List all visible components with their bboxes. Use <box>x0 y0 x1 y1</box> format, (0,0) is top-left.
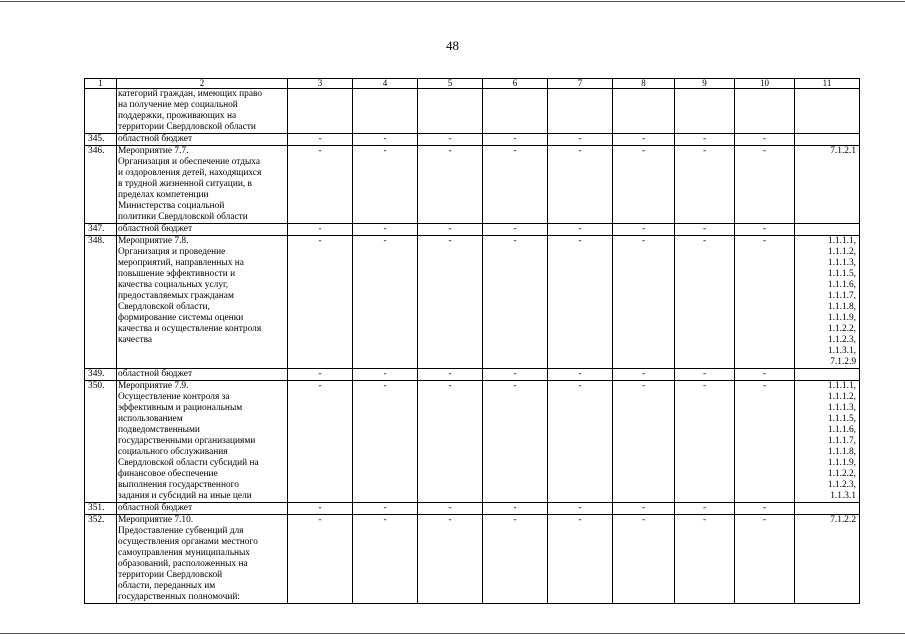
column-header: 4 <box>353 79 418 89</box>
value-cell <box>613 89 675 134</box>
value-cell: - <box>288 134 353 146</box>
row-description <box>117 224 288 236</box>
value-cell: - <box>613 369 675 381</box>
row-description <box>117 89 288 134</box>
target-code: 1.1.1.8, <box>827 447 856 457</box>
target-codes-cell <box>795 381 860 503</box>
value-cell: - <box>735 224 795 236</box>
value-cell: - <box>483 515 548 604</box>
value-cell: - <box>288 369 353 381</box>
description-line: областной бюджет <box>118 503 193 513</box>
value-cell: - <box>613 134 675 146</box>
value-cell: - <box>548 503 613 515</box>
value-cell: - <box>548 381 613 503</box>
target-code: 1.1.1.8, <box>827 302 856 312</box>
value-cell <box>548 89 613 134</box>
table-row <box>85 503 860 515</box>
target-code: 1.1.3.1, <box>827 346 856 356</box>
row-number: 352. <box>85 515 117 604</box>
description-line: самоуправления муниципальных <box>118 548 250 558</box>
value-cell: - <box>288 236 353 369</box>
value-cell: - <box>613 381 675 503</box>
target-code: 1.1.1.6, <box>827 280 856 290</box>
description-line: выполнения государственного <box>118 480 239 490</box>
target-codes-cell <box>795 89 860 134</box>
value-cell <box>418 89 483 134</box>
description-line: государственных полномочий: <box>118 592 240 602</box>
target-codes-cell <box>795 134 860 146</box>
description-line: Осуществление контроля за <box>118 392 230 402</box>
description-line: Мероприятие 7.8. <box>118 236 189 246</box>
target-code: 1.1.1.5, <box>827 414 856 424</box>
column-header: 2 <box>117 79 288 89</box>
column-header: 3 <box>288 79 353 89</box>
column-header: 10 <box>735 79 795 89</box>
column-header: 8 <box>613 79 675 89</box>
description-line: осуществления органами местного <box>118 537 258 547</box>
target-code: 1.1.2.3, <box>827 335 856 345</box>
description-line: задания и субсидий на иные цели <box>118 491 252 501</box>
column-number-row <box>85 79 860 89</box>
value-cell: - <box>418 503 483 515</box>
target-code: 1.1.1.5, <box>827 269 856 279</box>
value-cell: - <box>483 146 548 224</box>
table-row <box>85 146 860 224</box>
value-cell <box>483 89 548 134</box>
description-line: области, переданных им <box>118 581 216 591</box>
column-header: 7 <box>548 79 613 89</box>
value-cell: - <box>613 224 675 236</box>
row-description <box>117 134 288 146</box>
description-line: мероприятий, направленных на <box>118 258 244 268</box>
table-row <box>85 515 860 604</box>
row-number: 351. <box>85 503 117 515</box>
description-line: Мероприятие 7.9. <box>118 381 189 391</box>
target-codes-cell <box>795 146 860 224</box>
description-line: эффективным и рациональным <box>118 403 243 413</box>
value-cell: - <box>353 146 418 224</box>
value-cell: - <box>613 146 675 224</box>
target-code: 1.1.1.1, <box>827 381 856 391</box>
column-header: 1 <box>85 79 117 89</box>
page-number: 48 <box>446 38 459 53</box>
value-cell: - <box>548 146 613 224</box>
value-cell: - <box>483 236 548 369</box>
value-cell: - <box>418 515 483 604</box>
target-code: 1.1.1.1, <box>827 236 856 246</box>
description-line: территории Свердловской области <box>118 122 256 132</box>
value-cell: - <box>675 381 735 503</box>
value-cell: - <box>548 369 613 381</box>
value-cell: - <box>288 224 353 236</box>
value-cell: - <box>548 134 613 146</box>
value-cell: - <box>548 236 613 369</box>
description-line: политики Свердловской области <box>118 212 248 222</box>
value-cell: - <box>288 515 353 604</box>
target-codes-cell <box>795 236 860 369</box>
description-line: социального обслуживания <box>118 447 228 457</box>
description-line: качества и осуществление контроля <box>118 324 262 334</box>
value-cell: - <box>675 515 735 604</box>
value-cell: - <box>675 369 735 381</box>
value-cell: - <box>418 381 483 503</box>
column-header: 11 <box>795 79 860 89</box>
row-description <box>117 515 288 604</box>
value-cell <box>675 89 735 134</box>
value-cell: - <box>353 503 418 515</box>
value-cell: - <box>735 134 795 146</box>
value-cell: - <box>353 224 418 236</box>
target-codes-cell <box>795 369 860 381</box>
description-line: областной бюджет <box>118 369 193 379</box>
value-cell: - <box>353 381 418 503</box>
description-line: поддержки, проживающих на <box>118 111 237 121</box>
column-header: 9 <box>675 79 735 89</box>
row-description <box>117 369 288 381</box>
value-cell: - <box>418 134 483 146</box>
description-line: категорий граждан, имеющих право <box>118 89 263 99</box>
value-cell: - <box>675 134 735 146</box>
value-cell: - <box>548 515 613 604</box>
value-cell: - <box>418 369 483 381</box>
description-line: Предоставление субвенций для <box>118 526 244 536</box>
value-cell: - <box>418 236 483 369</box>
value-cell: - <box>675 146 735 224</box>
description-line: формирование системы оценки <box>118 313 244 323</box>
value-cell: - <box>735 369 795 381</box>
bottom-edge-line <box>0 633 905 634</box>
value-cell <box>353 89 418 134</box>
description-line: территории Свердловской <box>118 570 223 580</box>
value-cell: - <box>548 224 613 236</box>
value-cell: - <box>613 236 675 369</box>
target-code: 1.1.1.7, <box>827 436 856 446</box>
description-line: Организация и проведение <box>118 247 226 257</box>
description-line: областной бюджет <box>118 224 193 234</box>
target-codes-cell <box>795 503 860 515</box>
table-row <box>85 224 860 236</box>
value-cell: - <box>353 515 418 604</box>
value-cell: - <box>735 146 795 224</box>
row-number: 346. <box>85 146 117 224</box>
row-number: 349. <box>85 369 117 381</box>
value-cell <box>735 89 795 134</box>
description-line: Свердловской области субсидий на <box>118 458 259 468</box>
value-cell: - <box>288 381 353 503</box>
description-line: образований, расположенных на <box>118 559 248 569</box>
target-code: 1.1.1.7, <box>827 291 856 301</box>
target-code: 7.1.2.1 <box>830 146 856 156</box>
value-cell: - <box>483 224 548 236</box>
column-header: 6 <box>483 79 548 89</box>
row-number <box>85 89 117 134</box>
row-description <box>117 381 288 503</box>
value-cell: - <box>483 134 548 146</box>
target-code: 7.1.2.2 <box>830 515 856 525</box>
target-code: 1.1.1.9, <box>827 313 856 323</box>
description-line: пределах компетенции <box>118 190 209 200</box>
description-line: Министерства социальной <box>118 201 225 211</box>
target-codes-cell <box>795 224 860 236</box>
table-row <box>85 236 860 369</box>
value-cell: - <box>675 236 735 369</box>
column-header: 5 <box>418 79 483 89</box>
description-line: Организация и обеспечение отдыха <box>118 157 260 167</box>
value-cell <box>288 89 353 134</box>
table-row <box>85 134 860 146</box>
description-line: и оздоровления детей, находящихся <box>118 168 262 178</box>
table-row <box>85 89 860 134</box>
description-line: финансовое обеспечение <box>118 469 218 479</box>
value-cell: - <box>418 224 483 236</box>
target-code: 1.1.1.9, <box>827 458 856 468</box>
value-cell: - <box>613 503 675 515</box>
description-line: качества <box>118 335 153 345</box>
row-description <box>117 503 288 515</box>
description-line: предоставляемых гражданам <box>118 291 234 301</box>
value-cell: - <box>418 146 483 224</box>
value-cell: - <box>288 503 353 515</box>
target-code: 1.1.1.3, <box>827 258 856 268</box>
value-cell: - <box>483 381 548 503</box>
row-number: 347. <box>85 224 117 236</box>
value-cell: - <box>353 134 418 146</box>
program-measures-table <box>84 78 860 604</box>
row-number: 345. <box>85 134 117 146</box>
value-cell: - <box>353 369 418 381</box>
description-line: качества социальных услуг, <box>118 280 229 290</box>
target-code: 7.1.2.9 <box>830 357 856 367</box>
description-line: Свердловской области, <box>118 302 210 312</box>
target-code: 1.1.2.3, <box>827 480 856 490</box>
row-number: 348. <box>85 236 117 369</box>
top-edge-line <box>0 1 905 2</box>
table-row <box>85 381 860 503</box>
target-code: 1.1.2.2, <box>827 324 856 334</box>
value-cell: - <box>675 503 735 515</box>
value-cell: - <box>735 515 795 604</box>
target-codes-cell <box>795 515 860 604</box>
description-line: на получение мер социальной <box>118 100 238 110</box>
value-cell: - <box>735 236 795 369</box>
target-code: 1.1.1.3, <box>827 403 856 413</box>
target-code: 1.1.2.2, <box>827 469 856 479</box>
target-code: 1.1.3.1 <box>830 491 856 501</box>
description-line: подведомственными <box>118 425 200 435</box>
description-line: Мероприятие 7.10. <box>118 515 194 525</box>
description-line: областной бюджет <box>118 134 193 144</box>
row-number: 350. <box>85 381 117 503</box>
row-description <box>117 146 288 224</box>
row-description <box>117 236 288 369</box>
description-line: Мероприятие 7.7. <box>118 146 189 156</box>
target-code: 1.1.1.2, <box>827 247 856 257</box>
value-cell: - <box>353 236 418 369</box>
value-cell: - <box>613 515 675 604</box>
description-line: использованием <box>118 414 183 424</box>
description-line: повышение эффективности и <box>118 269 236 279</box>
target-code: 1.1.1.2, <box>827 392 856 402</box>
value-cell: - <box>735 503 795 515</box>
value-cell: - <box>675 224 735 236</box>
description-line: в трудной жизненной ситуации, в <box>118 179 252 189</box>
table-row <box>85 369 860 381</box>
value-cell: - <box>735 381 795 503</box>
target-code: 1.1.1.6, <box>827 425 856 435</box>
value-cell: - <box>483 369 548 381</box>
value-cell: - <box>483 503 548 515</box>
value-cell: - <box>288 146 353 224</box>
description-line: государственными организациями <box>118 436 256 446</box>
